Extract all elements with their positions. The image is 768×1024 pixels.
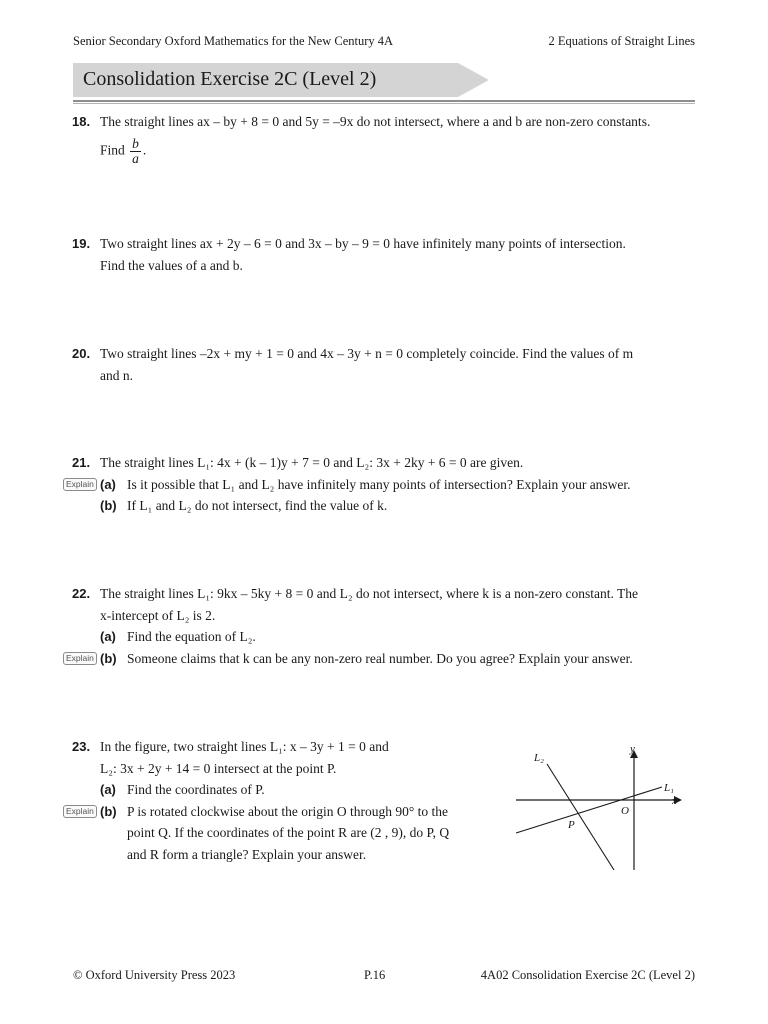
question-19 bbox=[72, 233, 700, 276]
line-L2 bbox=[547, 764, 614, 870]
title-rule-thin bbox=[73, 103, 695, 104]
question-23 bbox=[66, 736, 480, 865]
line-L1 bbox=[516, 787, 662, 833]
question-text: and n. bbox=[100, 367, 133, 383]
question-text: The straight lines L₁: 4x + (k – 1)y + 7 = 0 and L₂: 3x + 2ky + 6 = 0 are given. bbox=[100, 455, 524, 470]
question-text: The straight lines L₁: 9kx – 5ky + 8 = 0 and L₂ do not intersect, where k is a non-zero constant. The bbox=[100, 586, 639, 601]
question-20 bbox=[72, 343, 700, 386]
running-header-chapter: 2 Equations of Straight Lines bbox=[548, 34, 695, 48]
question-number: 22. bbox=[72, 586, 91, 601]
question-number: 21. bbox=[72, 455, 91, 470]
question-text: Two straight lines –2x + my + 1 = 0 and 4x – 3y + n = 0 completely coincide. Find the values of m bbox=[100, 346, 634, 361]
part-text: If L₁ and L₂ do not intersect, find the value of k. bbox=[127, 498, 388, 513]
footer-copyright: © Oxford University Press 2023 bbox=[73, 968, 236, 982]
part-label: (a) bbox=[100, 782, 116, 797]
question-number: 20. bbox=[72, 346, 91, 361]
label-P: P bbox=[568, 819, 575, 831]
find-end: . bbox=[142, 142, 147, 158]
part-text: Find the coordinates of P. bbox=[127, 782, 265, 797]
question-18 bbox=[72, 111, 700, 166]
part-text: point Q. If the coordinates of the point R are (2 , 9), do P, Q bbox=[127, 825, 450, 840]
title-banner bbox=[73, 63, 489, 97]
question-number: 23. bbox=[72, 739, 91, 754]
fraction-numerator: b bbox=[132, 135, 139, 151]
part-label: (a) bbox=[100, 629, 116, 644]
part-b bbox=[66, 801, 480, 866]
part-a bbox=[66, 474, 700, 496]
question-number: 19. bbox=[72, 236, 91, 251]
question-number: 18. bbox=[72, 114, 91, 129]
part-text: Someone claims that k can be any non-zero real number. Do you agree? Explain your answer. bbox=[127, 650, 633, 666]
question-text: In the figure, two straight lines L₁: x – 3y + 1 = 0 and bbox=[100, 739, 389, 754]
part-a bbox=[100, 779, 480, 801]
title-rule bbox=[73, 100, 695, 102]
label-x: x bbox=[672, 795, 677, 807]
lines-figure-svg bbox=[512, 740, 692, 880]
part-text: and R form a triangle? Explain your answer. bbox=[127, 846, 367, 862]
part-a bbox=[100, 626, 700, 648]
question-22 bbox=[66, 583, 700, 669]
label-L1: L₁ bbox=[664, 782, 674, 794]
question-text: x-intercept of L₂ is 2. bbox=[100, 607, 216, 623]
part-text: Is it possible that L₁ and L₂ have infinitely many points of intersection? Explain your answer. bbox=[127, 476, 631, 492]
part-text: Find the equation of L₂. bbox=[127, 629, 256, 644]
question-21 bbox=[66, 452, 700, 517]
question-text: The straight lines ax – by + 8 = 0 and 5y = –9x do not intersect, where a and b are non-zero constants. bbox=[100, 114, 651, 129]
fraction-denominator: a bbox=[132, 150, 139, 166]
question-find-line bbox=[100, 137, 700, 166]
explain-badge: Explain bbox=[63, 652, 97, 665]
page-title: Consolidation Exercise 2C (Level 2) bbox=[83, 68, 377, 90]
part-b bbox=[66, 648, 700, 670]
explain-badge: Explain bbox=[63, 478, 97, 491]
running-header-book-title: Senior Secondary Oxford Mathematics for the New Century 4A bbox=[73, 34, 394, 48]
question-text: Find the values of a and b. bbox=[100, 257, 243, 273]
part-label: (b) bbox=[100, 803, 117, 819]
question-text: Two straight lines ax + 2y – 6 = 0 and 3x – by – 9 = 0 have infinitely many points of intersection. bbox=[100, 236, 626, 251]
part-label: (a) bbox=[100, 476, 116, 492]
explain-badge: Explain bbox=[63, 805, 97, 818]
footer-reference: 4A02 Consolidation Exercise 2C (Level 2) bbox=[480, 968, 695, 982]
part-b bbox=[100, 495, 700, 517]
page-number: P.16 bbox=[364, 968, 386, 982]
fraction-b-over-a bbox=[130, 137, 141, 166]
label-y: y bbox=[630, 743, 635, 755]
find-text: Find bbox=[100, 142, 125, 158]
part-text: P is rotated clockwise about the origin O through 90° to the bbox=[127, 803, 448, 819]
label-L2: L₂ bbox=[534, 752, 544, 764]
part-label: (b) bbox=[100, 650, 117, 666]
label-O: O bbox=[621, 805, 629, 817]
part-label: (b) bbox=[100, 498, 117, 513]
question-text: L₂: 3x + 2y + 14 = 0 intersect at the point P. bbox=[100, 760, 337, 776]
lines-figure bbox=[512, 740, 692, 885]
